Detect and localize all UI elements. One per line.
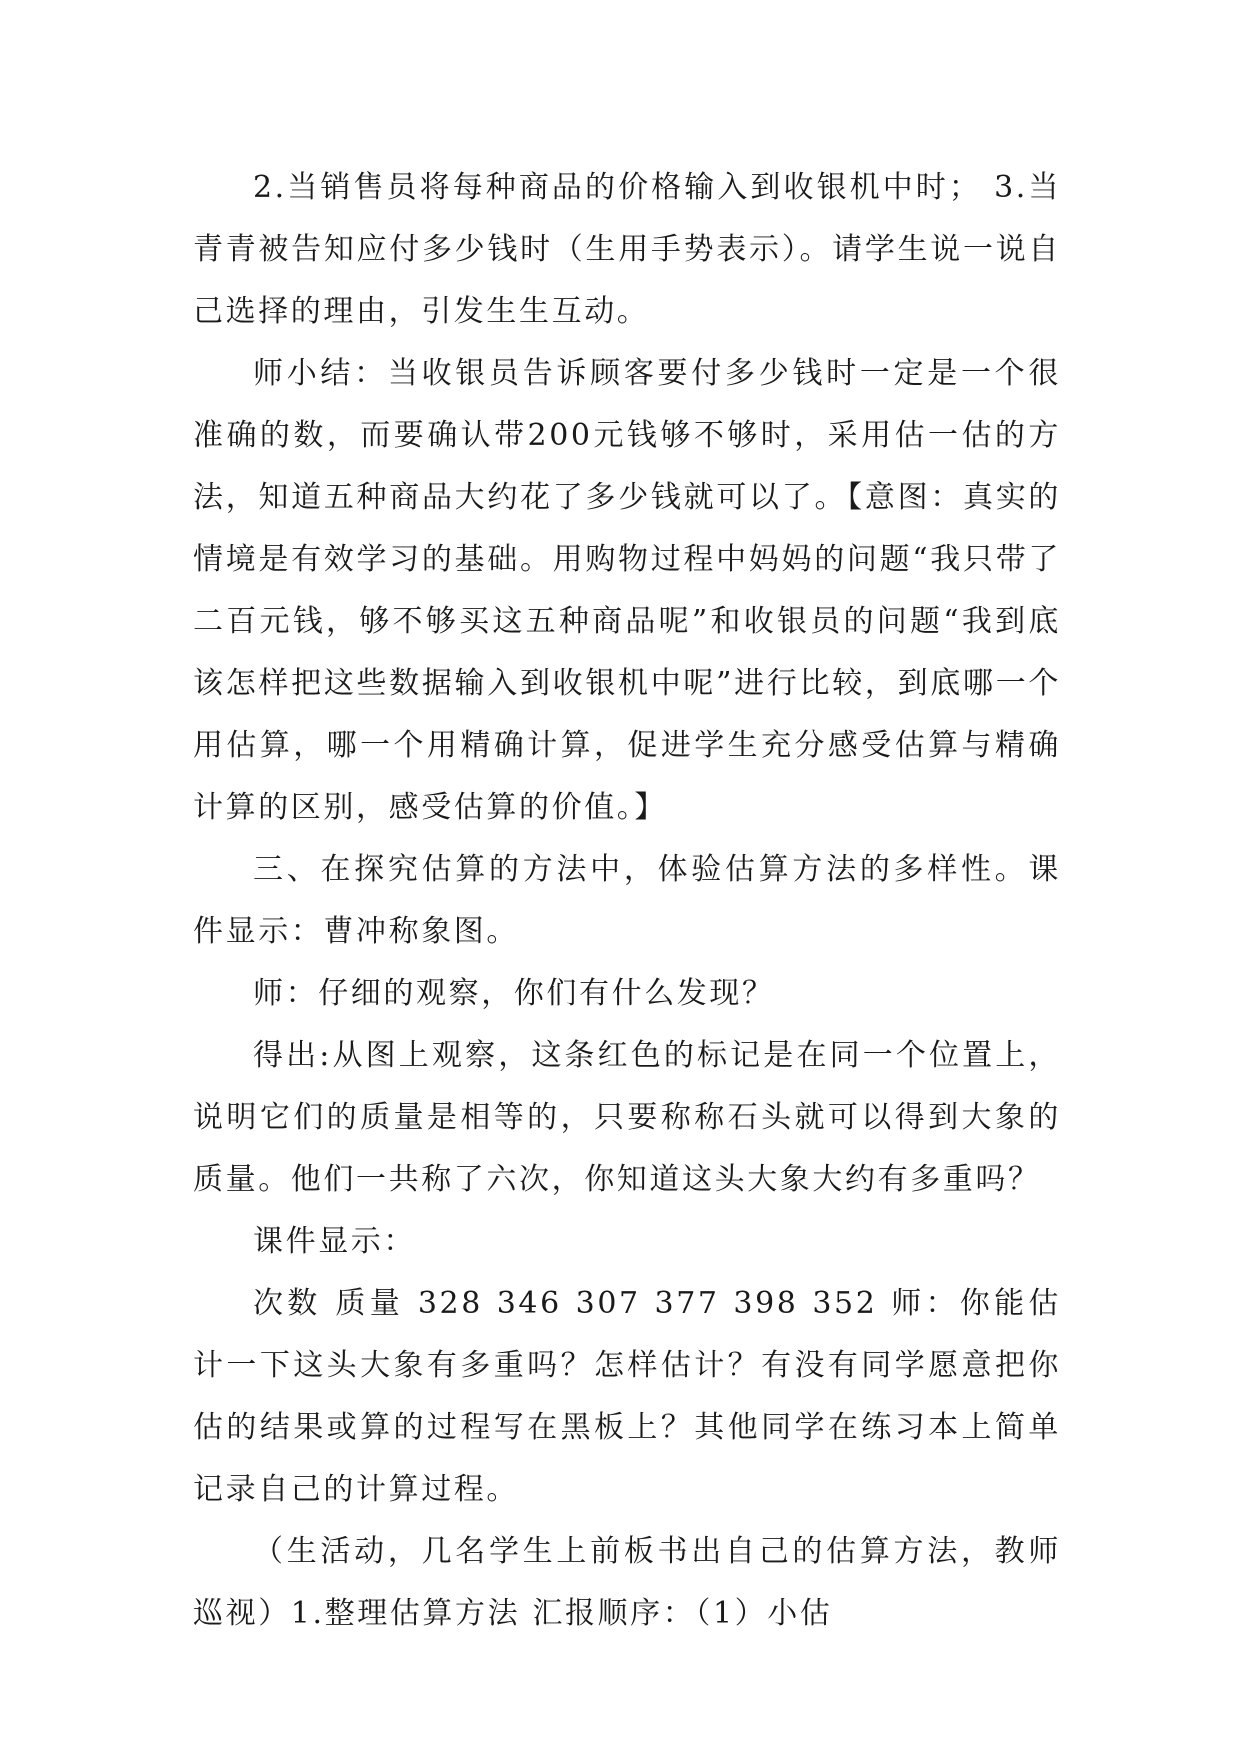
paragraph: 三、在探究估算的方法中，体验估算方法的多样性。课件显示：曹冲称象图。 — [193, 852, 1061, 949]
paragraph: 次数 质量 328 346 307 377 398 352 师：你能估计一下这头大象有多重吗？怎样估计？有没有同学愿意把你估的结果或算的过程写在黑板上？其他同学在练习本上简单记录自己的计算过程。 — [193, 1286, 1061, 1507]
paragraph: 2.当销售员将每种商品的价格输入到收银机中时； 3.当青青被告知应付多少钱时（生用手势表示）。请学生说一说自己选择的理由，引发生生互动。 — [193, 170, 1061, 329]
paragraph: 师小结：当收银员告诉顾客要付多少钱时一定是一个很准确的数，而要确认带200元钱够不够时，采用估一估的方法，知道五种商品大约花了多少钱就可以了。【意图：真实的情境是有效学习的基础。用购物过程中妈妈的问题“我只带了二百元钱，够不够买这五种商品呢”和收银员的问题“我到底该怎样把这些数据输入到收银机中呢”进行比较，到底哪一个用估算，哪一个用精确计算，促进学生充分感受估算与精确计算的区别，感受估算的价值。】 — [193, 356, 1061, 825]
paragraph: （生活动，几名学生上前板书出自己的估算方法，教师巡视）1.整理估算方法 汇报顺序：（1）小估 — [193, 1534, 1061, 1631]
paragraph: 得出:从图上观察，这条红色的标记是在同一个位置上，说明它们的质量是相等的，只要称称石头就可以得到大象的质量。他们一共称了六次，你知道这头大象大约有多重吗？ — [193, 1038, 1061, 1197]
paragraph: 师：仔细的观察，你们有什么发现？ — [253, 976, 775, 1011]
document-body — [193, 157, 1061, 1645]
paragraph: 课件显示： — [253, 1224, 416, 1259]
